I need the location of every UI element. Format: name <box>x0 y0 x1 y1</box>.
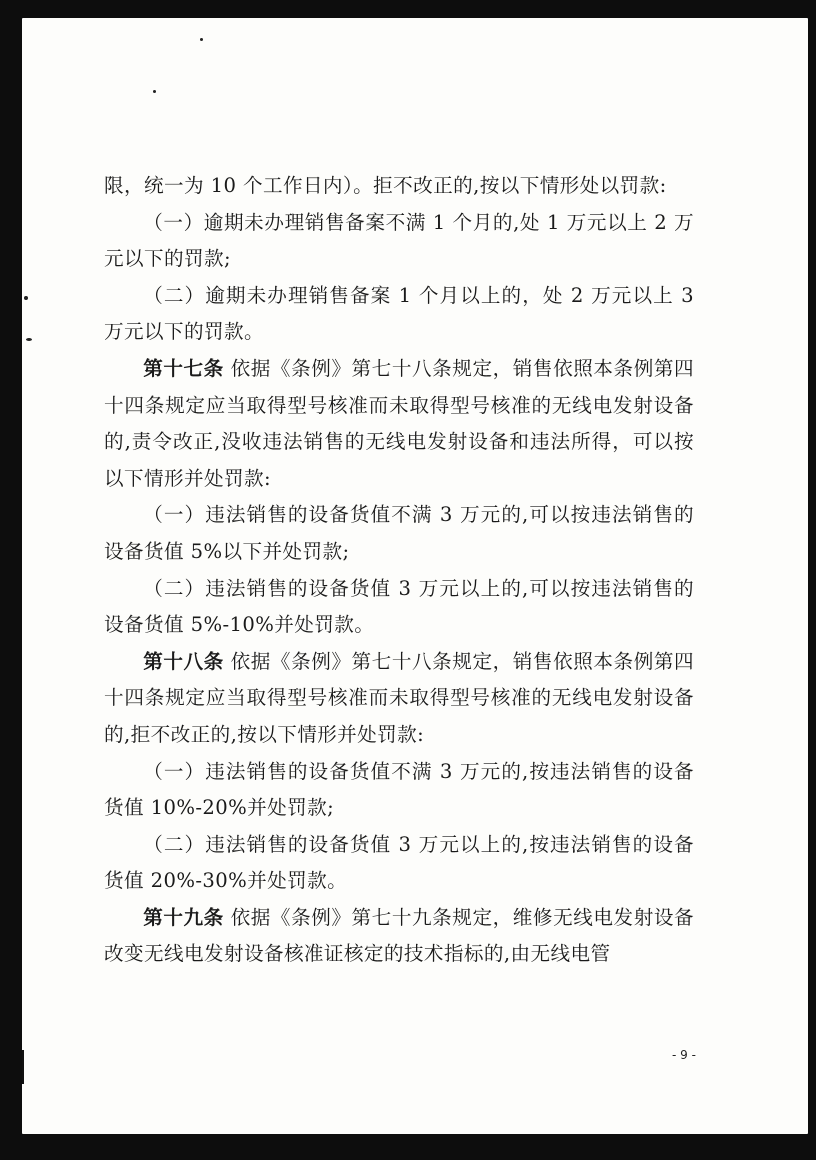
scan-speck <box>200 38 203 41</box>
paragraph-8 <box>104 754 694 827</box>
paragraph-text: （一）逾期未办理销售备案不满 1 个月的,处 1 万元以上 2 万元以下的罚款; <box>104 210 694 271</box>
scan-speck <box>24 296 28 300</box>
paragraph-5 <box>104 497 694 570</box>
scan-speck <box>153 90 156 93</box>
paragraph-text: 依据《条例》第七十八条规定，销售依照本条例第四十四条规定应当取得型号核准而未取得型号核准的无线电发射设备的,拒不改正的,按以下情形并处罚款: <box>104 649 694 746</box>
scan-speck <box>26 338 32 341</box>
scan-edge-mark <box>22 1050 24 1084</box>
article-19 <box>104 900 694 973</box>
paragraph-1 <box>104 168 694 205</box>
paragraph-text: 依据《条例》第七十八条规定，销售依照本条例第四十四条规定应当取得型号核准而未取得型号核准的无线电发射设备的,责令改正,没收违法销售的无线电发射设备和违法所得，可以按以下情形并处罚款: <box>104 356 694 490</box>
page-number: - 9 - <box>672 1048 696 1062</box>
paragraph-2 <box>104 205 694 278</box>
paragraph-text: 依据《条例》第七十九条规定，维修无线电发射设备改变无线电发射设备核准证核定的技术指标的,由无线电管 <box>104 905 694 966</box>
paragraph-6 <box>104 571 694 644</box>
article-18 <box>104 644 694 754</box>
paragraph-text: （二）逾期未办理销售备案 1 个月以上的，处 2 万元以上 3 万元以下的罚款。 <box>104 283 694 344</box>
paragraph-3 <box>104 278 694 351</box>
paragraph-text: 限，统一为 10 个工作日内）。拒不改正的,按以下情形处以罚款: <box>104 174 667 197</box>
article-heading: 第十七条 <box>143 356 224 380</box>
paragraph-text: （一）违法销售的设备货值不满 3 万元的,按违法销售的设备货值 10%-20%并处罚款; <box>104 759 694 820</box>
article-heading: 第十九条 <box>143 905 224 929</box>
article-17 <box>104 351 694 497</box>
paragraph-9 <box>104 827 694 900</box>
paragraph-text: （一）违法销售的设备货值不满 3 万元的,可以按违法销售的设备货值 5%以下并处罚款; <box>104 503 694 563</box>
body-text <box>104 168 694 973</box>
article-heading: 第十八条 <box>143 649 224 673</box>
paragraph-text: （二）违法销售的设备货值 3 万元以上的,按违法销售的设备货值 20%-30%并处罚款。 <box>104 832 694 893</box>
paragraph-text: （二）违法销售的设备货值 3 万元以上的,可以按违法销售的设备货值 5%-10%并处罚款。 <box>104 576 694 637</box>
